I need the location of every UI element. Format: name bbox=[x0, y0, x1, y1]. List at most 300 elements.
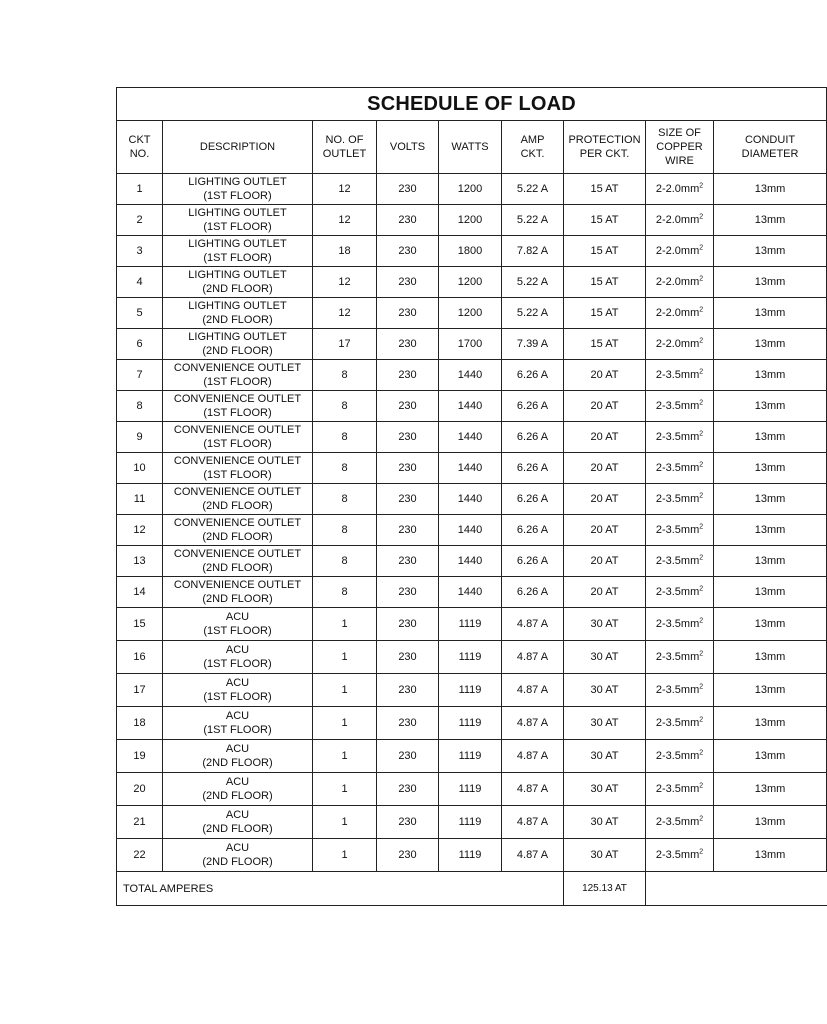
cell-protection: 30 AT bbox=[564, 608, 646, 641]
cell-outlets: 1 bbox=[313, 608, 377, 641]
cell-wire bbox=[646, 515, 714, 546]
wire-size: 2-3.5mm bbox=[655, 462, 700, 474]
table-row bbox=[117, 641, 827, 674]
wire-superscript: 2 bbox=[699, 306, 704, 314]
cell-wire bbox=[646, 205, 714, 236]
wire-size: 2-3.5mm bbox=[655, 684, 700, 696]
cell-protection: 30 AT bbox=[564, 641, 646, 674]
description-line: ACU bbox=[225, 809, 250, 821]
cell-conduit: 13mm bbox=[714, 267, 827, 298]
cell-amp: 5.22 A bbox=[502, 267, 564, 298]
cell-protection: 30 AT bbox=[564, 707, 646, 740]
cell-description bbox=[163, 360, 313, 391]
cell-ckt: 22 bbox=[117, 839, 163, 872]
cell-description bbox=[163, 674, 313, 707]
header-row bbox=[117, 121, 827, 174]
cell-volts: 230 bbox=[377, 608, 439, 641]
description-floor: (1ST FLOOR) bbox=[203, 221, 272, 233]
cell-conduit: 13mm bbox=[714, 422, 827, 453]
cell-protection: 30 AT bbox=[564, 674, 646, 707]
wire-size: 2-2.0mm bbox=[655, 214, 700, 226]
cell-ckt: 3 bbox=[117, 236, 163, 267]
cell-amp: 4.87 A bbox=[502, 806, 564, 839]
cell-protection: 20 AT bbox=[564, 391, 646, 422]
cell-amp: 6.26 A bbox=[502, 577, 564, 608]
wire-size: 2-3.5mm bbox=[655, 717, 700, 729]
cell-ckt: 14 bbox=[117, 577, 163, 608]
cell-conduit: 13mm bbox=[714, 608, 827, 641]
cell-watts: 1200 bbox=[439, 205, 502, 236]
cell-amp: 6.26 A bbox=[502, 546, 564, 577]
description-floor: (1ST FLOOR) bbox=[203, 252, 272, 264]
cell-conduit: 13mm bbox=[714, 453, 827, 484]
table-row bbox=[117, 839, 827, 872]
table-row bbox=[117, 298, 827, 329]
cell-ckt: 5 bbox=[117, 298, 163, 329]
cell-ckt: 21 bbox=[117, 806, 163, 839]
cell-wire bbox=[646, 391, 714, 422]
cell-watts: 1440 bbox=[439, 484, 502, 515]
description-floor: (1ST FLOOR) bbox=[203, 438, 272, 450]
wire-size: 2-2.0mm bbox=[655, 245, 700, 257]
cell-volts: 230 bbox=[377, 674, 439, 707]
description-floor: (1ST FLOOR) bbox=[203, 376, 272, 388]
cell-watts: 1440 bbox=[439, 515, 502, 546]
cell-ckt: 7 bbox=[117, 360, 163, 391]
cell-description bbox=[163, 205, 313, 236]
table-row bbox=[117, 174, 827, 205]
cell-amp: 4.87 A bbox=[502, 641, 564, 674]
wire-superscript: 2 bbox=[699, 399, 704, 407]
cell-outlets: 8 bbox=[313, 515, 377, 546]
table-row bbox=[117, 577, 827, 608]
table-row bbox=[117, 740, 827, 773]
cell-protection: 30 AT bbox=[564, 773, 646, 806]
cell-watts: 1440 bbox=[439, 422, 502, 453]
cell-wire bbox=[646, 298, 714, 329]
cell-volts: 230 bbox=[377, 839, 439, 872]
cell-conduit: 13mm bbox=[714, 641, 827, 674]
description-floor: (2ND FLOOR) bbox=[202, 283, 273, 295]
wire-superscript: 2 bbox=[699, 523, 704, 531]
cell-protection: 20 AT bbox=[564, 360, 646, 391]
cell-watts: 1119 bbox=[439, 839, 502, 872]
description-line: CONVENIENCE OUTLET bbox=[173, 424, 302, 436]
cell-watts: 1200 bbox=[439, 174, 502, 205]
cell-ckt: 4 bbox=[117, 267, 163, 298]
cell-conduit: 13mm bbox=[714, 174, 827, 205]
cell-outlets: 8 bbox=[313, 391, 377, 422]
wire-superscript: 2 bbox=[699, 749, 704, 757]
cell-amp: 5.22 A bbox=[502, 174, 564, 205]
cell-watts: 1119 bbox=[439, 641, 502, 674]
wire-superscript: 2 bbox=[699, 492, 704, 500]
description-line: CONVENIENCE OUTLET bbox=[173, 455, 302, 467]
cell-amp: 4.87 A bbox=[502, 773, 564, 806]
cell-description bbox=[163, 329, 313, 360]
cell-wire bbox=[646, 453, 714, 484]
cell-conduit: 13mm bbox=[714, 236, 827, 267]
table-row bbox=[117, 546, 827, 577]
cell-watts: 1440 bbox=[439, 391, 502, 422]
cell-outlets: 8 bbox=[313, 422, 377, 453]
description-floor: (1ST FLOOR) bbox=[203, 407, 272, 419]
wire-size: 2-3.5mm bbox=[655, 750, 700, 762]
cell-amp: 6.26 A bbox=[502, 453, 564, 484]
cell-ckt: 17 bbox=[117, 674, 163, 707]
description-floor: (1ST FLOOR) bbox=[203, 469, 272, 481]
cell-description bbox=[163, 484, 313, 515]
cell-watts: 1440 bbox=[439, 577, 502, 608]
description-line: ACU bbox=[225, 677, 250, 689]
cell-outlets: 8 bbox=[313, 360, 377, 391]
cell-amp: 4.87 A bbox=[502, 674, 564, 707]
cell-volts: 230 bbox=[377, 484, 439, 515]
cell-description bbox=[163, 546, 313, 577]
header-description: DESCRIPTION bbox=[163, 121, 313, 174]
cell-outlets: 18 bbox=[313, 236, 377, 267]
cell-watts: 1800 bbox=[439, 236, 502, 267]
cell-wire bbox=[646, 546, 714, 577]
cell-volts: 230 bbox=[377, 267, 439, 298]
cell-wire bbox=[646, 484, 714, 515]
header-protection: PROTECTION PER CKT. bbox=[564, 121, 646, 174]
total-row bbox=[117, 872, 827, 906]
cell-volts: 230 bbox=[377, 577, 439, 608]
wire-superscript: 2 bbox=[699, 683, 704, 691]
table-row bbox=[117, 453, 827, 484]
cell-volts: 230 bbox=[377, 453, 439, 484]
description-floor: (1ST FLOOR) bbox=[203, 658, 272, 670]
wire-superscript: 2 bbox=[699, 275, 704, 283]
cell-description bbox=[163, 839, 313, 872]
table-row bbox=[117, 773, 827, 806]
wire-size: 2-3.5mm bbox=[655, 651, 700, 663]
cell-description bbox=[163, 174, 313, 205]
cell-watts: 1440 bbox=[439, 453, 502, 484]
table-row bbox=[117, 391, 827, 422]
cell-watts: 1200 bbox=[439, 267, 502, 298]
cell-volts: 230 bbox=[377, 740, 439, 773]
cell-description bbox=[163, 515, 313, 546]
cell-amp: 4.87 A bbox=[502, 608, 564, 641]
cell-conduit: 13mm bbox=[714, 674, 827, 707]
cell-volts: 230 bbox=[377, 391, 439, 422]
cell-outlets: 8 bbox=[313, 546, 377, 577]
cell-conduit: 13mm bbox=[714, 839, 827, 872]
wire-size: 2-3.5mm bbox=[655, 783, 700, 795]
cell-amp: 4.87 A bbox=[502, 839, 564, 872]
cell-conduit: 13mm bbox=[714, 707, 827, 740]
wire-superscript: 2 bbox=[699, 782, 704, 790]
cell-watts: 1119 bbox=[439, 608, 502, 641]
wire-size: 2-3.5mm bbox=[655, 618, 700, 630]
cell-watts: 1119 bbox=[439, 773, 502, 806]
description-floor: (2ND FLOOR) bbox=[202, 500, 273, 512]
description-line: LIGHTING OUTLET bbox=[188, 269, 287, 281]
description-line: ACU bbox=[225, 743, 250, 755]
description-floor: (2ND FLOOR) bbox=[202, 823, 273, 835]
cell-volts: 230 bbox=[377, 236, 439, 267]
cell-ckt: 2 bbox=[117, 205, 163, 236]
cell-description bbox=[163, 298, 313, 329]
cell-description bbox=[163, 453, 313, 484]
cell-wire bbox=[646, 608, 714, 641]
cell-outlets: 17 bbox=[313, 329, 377, 360]
cell-outlets: 8 bbox=[313, 484, 377, 515]
cell-description bbox=[163, 641, 313, 674]
wire-superscript: 2 bbox=[699, 650, 704, 658]
wire-superscript: 2 bbox=[699, 337, 704, 345]
wire-size: 2-3.5mm bbox=[655, 816, 700, 828]
cell-conduit: 13mm bbox=[714, 773, 827, 806]
cell-description bbox=[163, 577, 313, 608]
cell-amp: 6.26 A bbox=[502, 422, 564, 453]
cell-volts: 230 bbox=[377, 641, 439, 674]
wire-superscript: 2 bbox=[699, 244, 704, 252]
cell-conduit: 13mm bbox=[714, 298, 827, 329]
cell-description bbox=[163, 608, 313, 641]
header-wire: SIZE OF COPPER WIRE bbox=[646, 121, 714, 174]
cell-protection: 30 AT bbox=[564, 839, 646, 872]
cell-amp: 7.39 A bbox=[502, 329, 564, 360]
wire-size: 2-2.0mm bbox=[655, 183, 700, 195]
cell-ckt: 18 bbox=[117, 707, 163, 740]
cell-description bbox=[163, 773, 313, 806]
cell-ckt: 8 bbox=[117, 391, 163, 422]
cell-protection: 15 AT bbox=[564, 236, 646, 267]
description-floor: (2ND FLOOR) bbox=[202, 593, 273, 605]
cell-wire bbox=[646, 641, 714, 674]
wire-superscript: 2 bbox=[699, 617, 704, 625]
cell-ckt: 12 bbox=[117, 515, 163, 546]
description-line: ACU bbox=[225, 611, 250, 623]
cell-protection: 30 AT bbox=[564, 806, 646, 839]
description-line: CONVENIENCE OUTLET bbox=[173, 393, 302, 405]
cell-ckt: 15 bbox=[117, 608, 163, 641]
wire-superscript: 2 bbox=[699, 461, 704, 469]
description-line: ACU bbox=[225, 644, 250, 656]
cell-volts: 230 bbox=[377, 773, 439, 806]
description-line: LIGHTING OUTLET bbox=[188, 176, 287, 188]
description-floor: (1ST FLOOR) bbox=[203, 190, 272, 202]
cell-description bbox=[163, 422, 313, 453]
cell-watts: 1119 bbox=[439, 674, 502, 707]
cell-protection: 30 AT bbox=[564, 740, 646, 773]
cell-conduit: 13mm bbox=[714, 391, 827, 422]
wire-size: 2-3.5mm bbox=[655, 586, 700, 598]
cell-wire bbox=[646, 674, 714, 707]
cell-ckt: 13 bbox=[117, 546, 163, 577]
cell-outlets: 12 bbox=[313, 298, 377, 329]
cell-amp: 5.22 A bbox=[502, 205, 564, 236]
wire-superscript: 2 bbox=[699, 213, 704, 221]
description-line: CONVENIENCE OUTLET bbox=[173, 579, 302, 591]
header-ckt: CKT NO. bbox=[117, 121, 163, 174]
cell-wire bbox=[646, 740, 714, 773]
wire-superscript: 2 bbox=[699, 430, 704, 438]
cell-wire bbox=[646, 773, 714, 806]
description-line: ACU bbox=[225, 776, 250, 788]
cell-outlets: 12 bbox=[313, 205, 377, 236]
description-line: LIGHTING OUTLET bbox=[188, 238, 287, 250]
total-empty bbox=[646, 872, 827, 906]
header-outlet: NO. OF OUTLET bbox=[313, 121, 377, 174]
description-line: LIGHTING OUTLET bbox=[188, 300, 287, 312]
wire-size: 2-2.0mm bbox=[655, 338, 700, 350]
cell-outlets: 1 bbox=[313, 740, 377, 773]
table-row bbox=[117, 515, 827, 546]
wire-size: 2-3.5mm bbox=[655, 555, 700, 567]
cell-outlets: 1 bbox=[313, 707, 377, 740]
description-floor: (1ST FLOOR) bbox=[203, 691, 272, 703]
cell-watts: 1440 bbox=[439, 546, 502, 577]
cell-ckt: 1 bbox=[117, 174, 163, 205]
cell-volts: 230 bbox=[377, 707, 439, 740]
description-floor: (2ND FLOOR) bbox=[202, 757, 273, 769]
cell-conduit: 13mm bbox=[714, 360, 827, 391]
cell-watts: 1200 bbox=[439, 298, 502, 329]
cell-volts: 230 bbox=[377, 546, 439, 577]
cell-watts: 1119 bbox=[439, 707, 502, 740]
wire-superscript: 2 bbox=[699, 554, 704, 562]
wire-superscript: 2 bbox=[699, 368, 704, 376]
cell-wire bbox=[646, 806, 714, 839]
cell-conduit: 13mm bbox=[714, 329, 827, 360]
header-watts: WATTS bbox=[439, 121, 502, 174]
table-row bbox=[117, 674, 827, 707]
wire-size: 2-3.5mm bbox=[655, 431, 700, 443]
wire-size: 2-2.0mm bbox=[655, 307, 700, 319]
cell-volts: 230 bbox=[377, 174, 439, 205]
cell-protection: 15 AT bbox=[564, 329, 646, 360]
wire-superscript: 2 bbox=[699, 182, 704, 190]
cell-protection: 20 AT bbox=[564, 422, 646, 453]
cell-conduit: 13mm bbox=[714, 205, 827, 236]
cell-outlets: 12 bbox=[313, 267, 377, 298]
cell-conduit: 13mm bbox=[714, 515, 827, 546]
description-floor: (2ND FLOOR) bbox=[202, 531, 273, 543]
description-line: ACU bbox=[225, 842, 250, 854]
cell-wire bbox=[646, 360, 714, 391]
cell-wire bbox=[646, 329, 714, 360]
cell-outlets: 1 bbox=[313, 806, 377, 839]
cell-amp: 4.87 A bbox=[502, 740, 564, 773]
cell-description bbox=[163, 707, 313, 740]
cell-ckt: 9 bbox=[117, 422, 163, 453]
cell-protection: 20 AT bbox=[564, 484, 646, 515]
description-line: CONVENIENCE OUTLET bbox=[173, 362, 302, 374]
cell-wire bbox=[646, 577, 714, 608]
header-volts: VOLTS bbox=[377, 121, 439, 174]
cell-amp: 6.26 A bbox=[502, 515, 564, 546]
description-line: LIGHTING OUTLET bbox=[188, 207, 287, 219]
cell-wire bbox=[646, 707, 714, 740]
table-row bbox=[117, 707, 827, 740]
cell-volts: 230 bbox=[377, 298, 439, 329]
cell-ckt: 19 bbox=[117, 740, 163, 773]
cell-description bbox=[163, 740, 313, 773]
cell-volts: 230 bbox=[377, 205, 439, 236]
table-row bbox=[117, 422, 827, 453]
cell-wire bbox=[646, 839, 714, 872]
description-line: CONVENIENCE OUTLET bbox=[173, 548, 302, 560]
cell-conduit: 13mm bbox=[714, 484, 827, 515]
cell-protection: 20 AT bbox=[564, 546, 646, 577]
wire-superscript: 2 bbox=[699, 848, 704, 856]
wire-size: 2-3.5mm bbox=[655, 369, 700, 381]
cell-ckt: 20 bbox=[117, 773, 163, 806]
total-label: TOTAL AMPERES bbox=[117, 872, 564, 906]
cell-conduit: 13mm bbox=[714, 740, 827, 773]
cell-amp: 6.26 A bbox=[502, 391, 564, 422]
table-row bbox=[117, 360, 827, 391]
header-conduit: CONDUIT DIAMETER bbox=[714, 121, 827, 174]
description-floor: (2ND FLOOR) bbox=[202, 345, 273, 357]
table-row bbox=[117, 205, 827, 236]
cell-ckt: 11 bbox=[117, 484, 163, 515]
description-floor: (2ND FLOOR) bbox=[202, 790, 273, 802]
cell-amp: 6.26 A bbox=[502, 484, 564, 515]
description-floor: (1ST FLOOR) bbox=[203, 625, 272, 637]
cell-volts: 230 bbox=[377, 806, 439, 839]
cell-wire bbox=[646, 236, 714, 267]
wire-size: 2-2.0mm bbox=[655, 276, 700, 288]
load-schedule-table bbox=[116, 87, 827, 906]
cell-ckt: 16 bbox=[117, 641, 163, 674]
cell-watts: 1700 bbox=[439, 329, 502, 360]
cell-volts: 230 bbox=[377, 515, 439, 546]
wire-size: 2-3.5mm bbox=[655, 524, 700, 536]
cell-protection: 20 AT bbox=[564, 453, 646, 484]
cell-volts: 230 bbox=[377, 422, 439, 453]
cell-protection: 20 AT bbox=[564, 577, 646, 608]
table-row bbox=[117, 236, 827, 267]
wire-size: 2-3.5mm bbox=[655, 493, 700, 505]
cell-outlets: 1 bbox=[313, 641, 377, 674]
description-line: LIGHTING OUTLET bbox=[188, 331, 287, 343]
cell-description bbox=[163, 806, 313, 839]
table-row bbox=[117, 267, 827, 298]
load-schedule-sheet bbox=[116, 87, 799, 915]
description-floor: (1ST FLOOR) bbox=[203, 724, 272, 736]
wire-size: 2-3.5mm bbox=[655, 400, 700, 412]
table-row bbox=[117, 329, 827, 360]
cell-conduit: 13mm bbox=[714, 577, 827, 608]
cell-amp: 6.26 A bbox=[502, 360, 564, 391]
description-line: CONVENIENCE OUTLET bbox=[173, 486, 302, 498]
cell-ckt: 6 bbox=[117, 329, 163, 360]
table-row bbox=[117, 806, 827, 839]
cell-description bbox=[163, 391, 313, 422]
cell-amp: 4.87 A bbox=[502, 707, 564, 740]
cell-wire bbox=[646, 267, 714, 298]
cell-outlets: 8 bbox=[313, 577, 377, 608]
cell-amp: 7.82 A bbox=[502, 236, 564, 267]
wire-superscript: 2 bbox=[699, 585, 704, 593]
cell-protection: 15 AT bbox=[564, 205, 646, 236]
description-floor: (2ND FLOOR) bbox=[202, 856, 273, 868]
table-title: SCHEDULE OF LOAD bbox=[117, 88, 827, 121]
description-floor: (2ND FLOOR) bbox=[202, 314, 273, 326]
cell-watts: 1119 bbox=[439, 740, 502, 773]
table-row bbox=[117, 484, 827, 515]
cell-protection: 15 AT bbox=[564, 267, 646, 298]
cell-outlets: 1 bbox=[313, 839, 377, 872]
description-line: ACU bbox=[225, 710, 250, 722]
cell-ckt: 10 bbox=[117, 453, 163, 484]
table-row bbox=[117, 608, 827, 641]
